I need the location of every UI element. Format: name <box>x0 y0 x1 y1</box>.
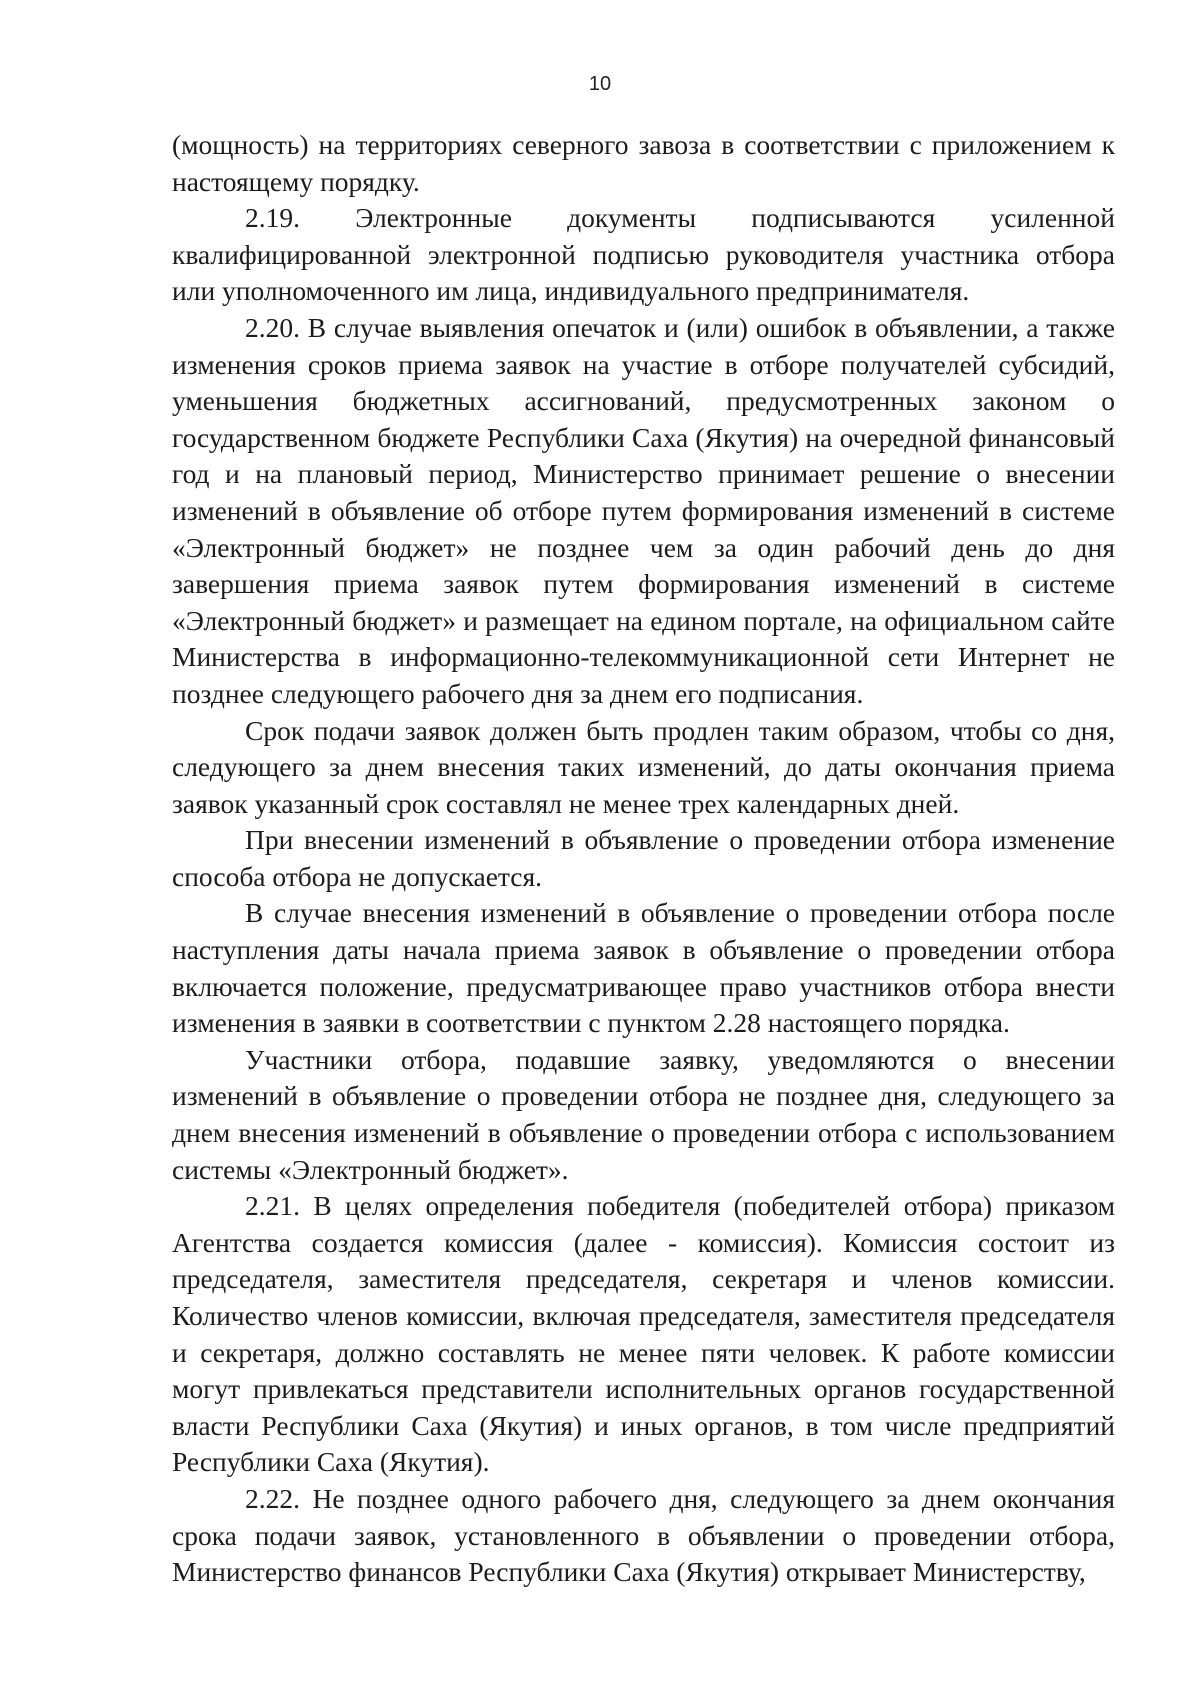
paragraph-method-change: При внесении изменений в объявление о проведении отбора изменение способа отбора не допускается. <box>172 824 1115 892</box>
document-body <box>172 127 1115 1591</box>
paragraph-2-22: 2.22. Не позднее одного рабочего дня, следующего за днем окончания срока подачи заявок, установленного в объявлении о проведении отбора, Министерство финансов Республики Саха (Якутия) открывает Министерству, <box>172 1482 1115 1588</box>
paragraph-participant-notice: Участники отбора, подавшие заявку, уведомляются о внесении изменений в объявление о проведении отбора не позднее дня, следующего за днем внесения изменений в объявление о проведении отбора с использованием системы «Электронный бюджет». <box>172 1043 1115 1185</box>
paragraph-2-21: 2.21. В целях определения победителя (победителей отбора) приказом Агентства создается комиссия (далее - комиссия). Комиссия состоит из председателя, заместителя председателя, секретаря и членов комиссии. Количество членов комиссии, включая председателя, заместителя председателя и секретаря, должно составлять не менее пяти человек. К работе комиссии могут привлекаться представители исполнительных органов государственной власти Республики Саха (Якутия) и иных органов, в том числе предприятий Республики Саха (Якутия). <box>172 1190 1115 1478</box>
paragraph-2-19: 2.19. Электронные документы подписываются усиленной квалифицированной электронной подписью руководителя участника отбора или уполномоченного им лица, индивидуального предпринимателя. <box>172 202 1115 307</box>
paragraph-changes-after-start: В случае внесения изменений в объявление о проведении отбора после наступления даты начала приема заявок в объявление о проведении отбора включается положение, предусматривающее право участников отбора внести изменения в заявки в соответствии с пунктом 2.28 настоящего порядка. <box>172 897 1115 1039</box>
paragraph-2-20: 2.20. В случае выявления опечаток и (или) ошибок в объявлении, а также изменения сроков приема заявок на участие в отборе получателей субсидий, уменьшения бюджетных ассигнований, предусмотренных законом о государственном бюджете Республики Саха (Якутия) на очередной финансовый год и на плановый период, Министерство принимает решение о внесении изменений в объявление об отборе путем формирования изменений в системе «Электронный бюджет» не позднее чем за один рабочий день до дня завершения приема заявок путем формирования изменений в системе «Электронный бюджет» и размещает на едином портале, на официальном сайте Министерства в информационно-телекоммуникационной сети Интернет не позднее следующего рабочего дня за днем его подписания. <box>172 311 1115 709</box>
paragraph-deadline-extension: Срок подачи заявок должен быть продлен таким образом, чтобы со дня, следующего за днем внесения таких изменений, до даты окончания приема заявок указанный срок составлял не менее трех календарных дней. <box>172 714 1115 819</box>
paragraph-continuation: (мощность) на территориях северного завоза в соответствии с приложением к настоящему порядку. <box>172 129 1115 197</box>
page-number: 10 <box>588 73 612 95</box>
